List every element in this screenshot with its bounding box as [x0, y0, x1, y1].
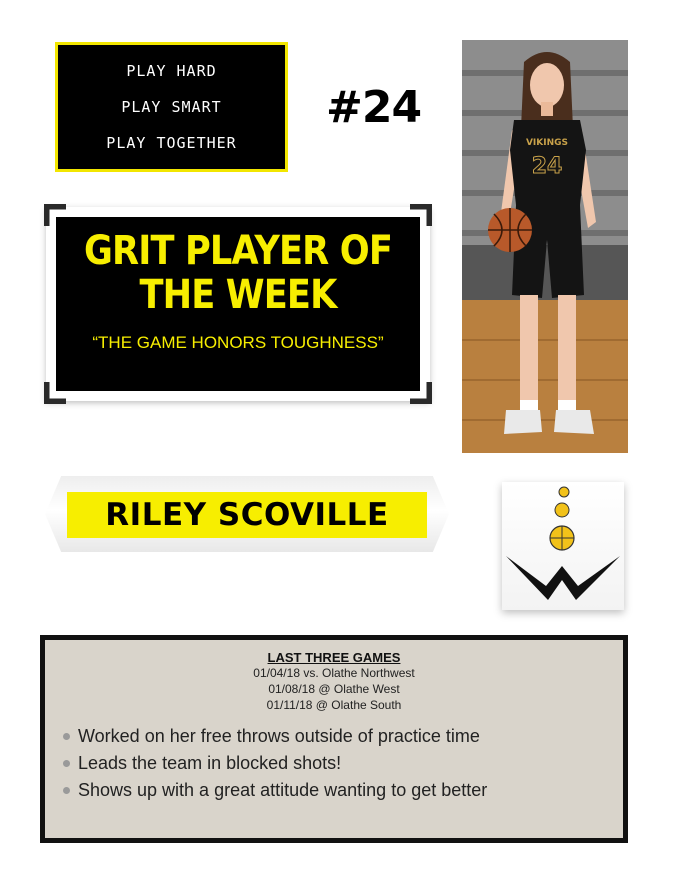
award-title-line-1: GRIT PLAYER OF — [83, 228, 393, 274]
game-entry: 01/11/18 @ Olathe South — [266, 698, 402, 712]
award-title-line-2: THE WEEK — [139, 272, 337, 318]
team-logo — [502, 482, 624, 610]
motto-line-3: PLAY TOGETHER — [106, 134, 237, 152]
bullet-dot-icon — [63, 733, 70, 740]
motto-line-1: PLAY HARD — [126, 62, 217, 80]
highlight-item — [63, 723, 623, 750]
name-banner — [67, 492, 427, 538]
highlight-text: Leads the team in blocked shots! — [78, 753, 342, 773]
player-name: RILEY SCOVILLE — [105, 497, 389, 533]
highlights-list — [45, 723, 623, 804]
last-games-section — [45, 650, 623, 713]
jersey-photo-number: 24 — [531, 154, 563, 179]
game-entry: 01/04/18 vs. Olathe Northwest — [253, 666, 415, 680]
jersey-number: #24 — [326, 82, 422, 133]
stats-panel — [40, 635, 628, 843]
highlight-text: Shows up with a great attitude wanting to get better — [78, 780, 488, 800]
highlight-item — [63, 777, 623, 804]
player-photo — [462, 40, 628, 453]
bullet-dot-icon — [63, 760, 70, 767]
motto-box — [55, 42, 288, 172]
player-illustration — [462, 40, 628, 453]
highlight-text: Worked on her free throws outside of practice time — [78, 726, 480, 746]
motto-line-2: PLAY SMART — [121, 98, 222, 116]
highlight-item — [63, 750, 623, 777]
award-subtitle: “THE GAME HONORS TOUGHNESS” — [92, 333, 384, 352]
game-entry: 01/08/18 @ Olathe West — [268, 682, 400, 696]
bullet-dot-icon — [63, 787, 70, 794]
last-games-heading: LAST THREE GAMES — [267, 650, 401, 665]
jersey-text: VIKINGS — [525, 138, 569, 148]
award-card — [56, 217, 420, 391]
basketball-w-logo-icon — [502, 482, 624, 610]
